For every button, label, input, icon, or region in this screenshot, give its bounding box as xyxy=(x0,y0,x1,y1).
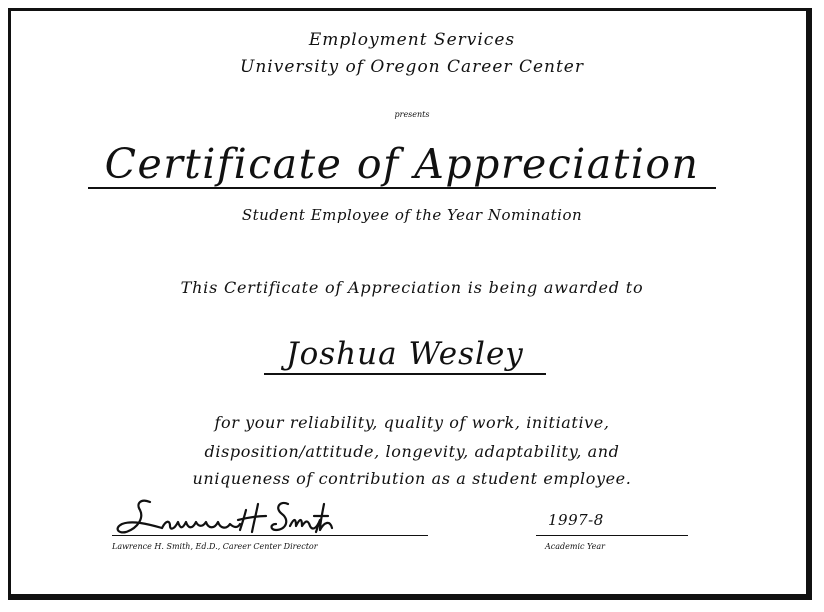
body-line-1: for your reliability, quality of work, initiative, xyxy=(214,413,610,432)
academic-year-caption: Academic Year xyxy=(545,542,605,551)
certificate-subtitle: Student Employee of the Year Nomination xyxy=(241,206,583,224)
header-line-1: Employment Services xyxy=(308,30,516,50)
signer-caption: Lawrence H. Smith, Ed.D., Career Center Director xyxy=(112,542,318,551)
certificate-title-block xyxy=(88,140,716,189)
date-line xyxy=(536,535,688,536)
body-line-3: uniqueness of contribution as a student employee. xyxy=(192,469,632,488)
recipient-block xyxy=(264,335,546,375)
signature-line xyxy=(112,535,428,536)
recipient-name: Joshua Wesley xyxy=(286,336,524,372)
body-line-2: disposition/attitude, longevity, adaptability, and xyxy=(204,442,620,461)
header-line-2: University of Oregon Career Center xyxy=(240,57,584,77)
presents-text: presents xyxy=(394,110,430,119)
recipient-underline xyxy=(264,373,546,375)
academic-year-value: 1997-8 xyxy=(548,511,604,529)
handwritten-signature xyxy=(110,490,430,538)
certificate-title: Certificate of Appreciation xyxy=(104,140,700,188)
award-line: This Certificate of Appreciation is being awarded to xyxy=(180,278,644,297)
